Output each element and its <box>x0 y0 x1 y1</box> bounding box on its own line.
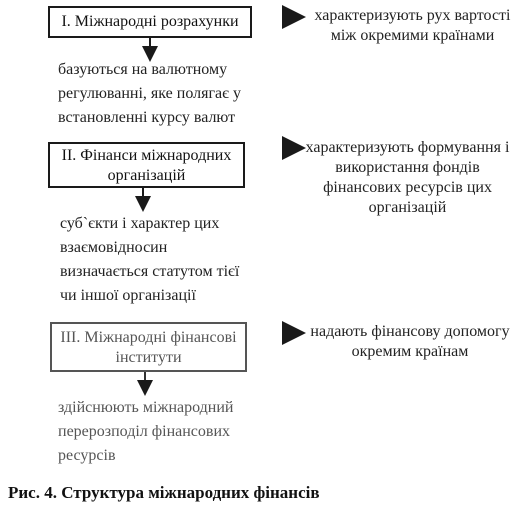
description-1 <box>58 58 273 130</box>
description-3 <box>58 396 253 468</box>
box-label: II. Фінанси міжнародних організацій <box>61 147 232 184</box>
box-international-financial-institutions <box>50 322 247 372</box>
side-label-1 <box>305 6 520 46</box>
description-text: здійснюють міжнародний перерозподіл фінансових ресурсів <box>58 399 234 464</box>
side-label-text: надають фінансову допомогу окремим країнам <box>310 323 510 360</box>
side-label-3 <box>305 322 515 362</box>
box-international-organizations-finance <box>48 142 245 188</box>
box-international-settlements <box>48 6 252 38</box>
description-text: базуються на валютному регулюванні, яке полягає у встановленні курсу валют <box>58 61 241 126</box>
side-label-text: характеризують формування і використання фондів фінансових ресурсів цих організацій <box>305 139 510 216</box>
side-label-text: характеризують рух вартості між окремими країнами <box>314 7 511 44</box>
box-label: III. Міжнародні фінансові інститути <box>60 329 237 366</box>
figure-caption: Рис. 4. Структура міжнародних фінансів <box>8 483 320 502</box>
description-text: суб`єкти і характер цих взаємовідносин визначається статутом тієї чи іншої організації <box>60 215 240 304</box>
side-label-2 <box>305 138 510 218</box>
box-label: I. Міжнародні розрахунки <box>61 13 239 30</box>
description-2 <box>60 212 255 308</box>
